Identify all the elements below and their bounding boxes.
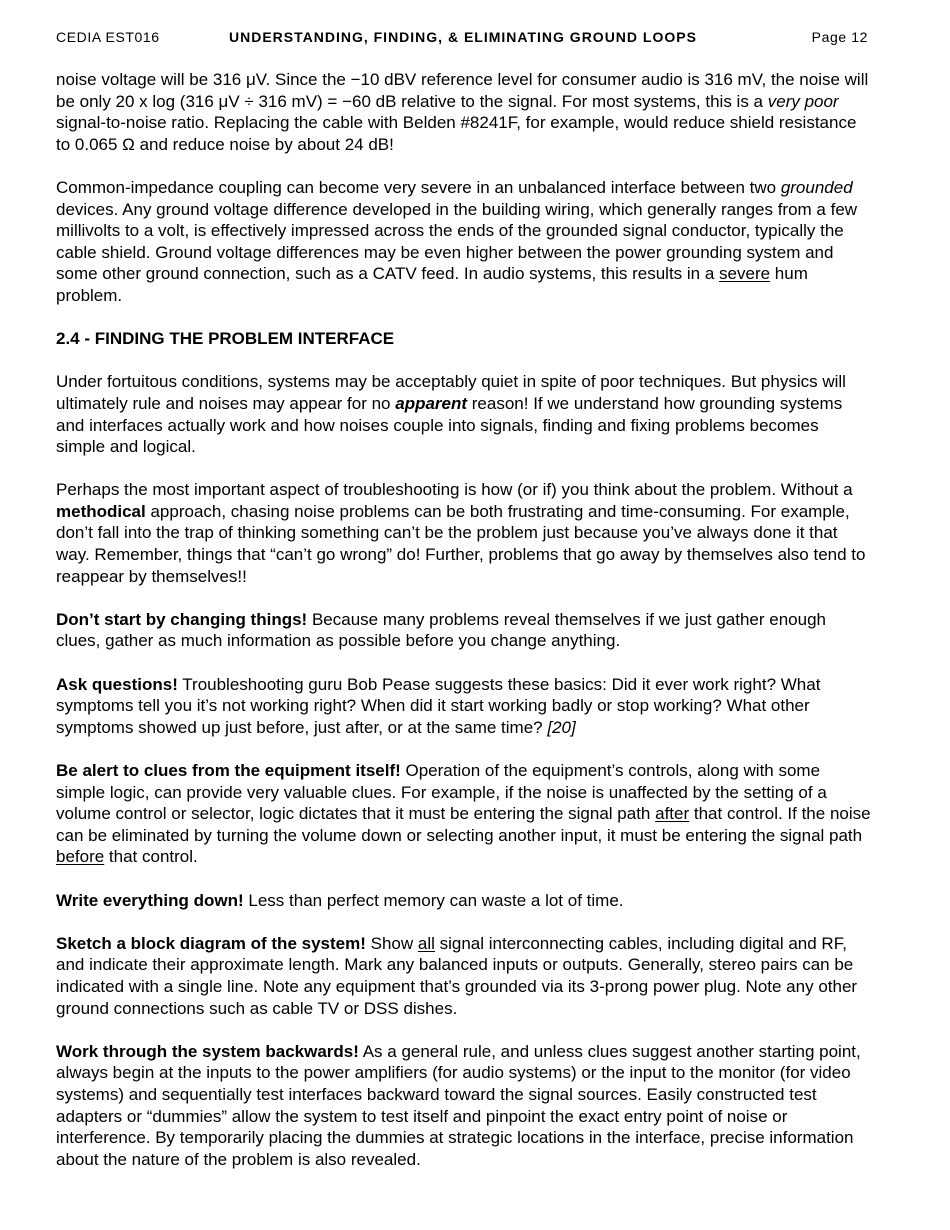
lead-in: Sketch a block diagram of the system!: [56, 933, 366, 953]
paragraph-work-backwards: Work through the system backwards! As a general rule, and unless clues suggest another starting point, always begin at the inputs to the power amplifiers (for audio systems) or the input to the monitor (for video systems) and sequentially test interfaces backward toward the signal sources. Easily constructed test adapters or “dummies” allow the system to test itself and pinpoint the exact entry point of noise or interference. By temporarily placing the dummies at strategic locations in the interface, precise information about the nature of the problem is also revealed.: [56, 1041, 861, 1169]
paragraph-fortuitous-conditions: Under fortuitous conditions, systems may be acceptably quiet in spite of poor techniques. But physics will ultimately rule and noises may appear for no apparent reason! If we understand how grounding systems and interfaces actually work and how noises couple into signals, finding and fixing problems becomes simple and logical.: [56, 372, 846, 457]
underlined-word: before: [56, 847, 105, 867]
paragraph-troubleshooting-approach: Perhaps the most important aspect of troubleshooting is how (or if) you think about the problem. Without a methodical approach, chasing noise problems can be both frustrating and time-consuming. For example, don’t fall into the trap of thinking something can’t be the problem just because you’ve always done it that way. Remember, things that “can’t go wrong” do! Further, problems that go away by themselves also tend to reappear by themselves!!: [56, 480, 866, 586]
citation: [20]: [547, 717, 576, 737]
lead-in: Work through the system backwards!: [56, 1041, 359, 1061]
page-header: [56, 29, 868, 49]
emphasis: very poor: [767, 91, 839, 111]
paragraph-dont-change-things: Don’t start by changing things! Because many problems reveal themselves if we just gather enough clues, gather as much information as possible before you change anything.: [56, 609, 826, 651]
underlined-word: severe: [719, 264, 771, 284]
underlined-word: all: [417, 933, 435, 953]
lead-in: Ask questions!: [56, 674, 178, 694]
document-id: CEDIA EST016: [56, 29, 160, 45]
emphasis: grounded: [780, 177, 853, 197]
lead-in: Don’t start by changing things!: [56, 609, 308, 629]
bold-term: methodical: [56, 501, 146, 521]
paragraph-block-diagram: Sketch a block diagram of the system! Show all signal interconnecting cables, including digital and RF, and indicate their approximate length. Mark any balanced inputs or outputs. Generally, stereo pairs can be indicated with a single line. Note any equipment that’s grounded via its 3-prong power plug. Note any other ground connections such as cable TV or DSS dishes.: [56, 933, 858, 1018]
page-number: Page 12: [811, 29, 868, 45]
section-heading: 2.4 - FINDING THE PROBLEM INTERFACE: [56, 329, 395, 349]
document-body: [56, 69, 871, 1192]
paragraph-common-impedance: Common-impedance coupling can become very severe in an unbalanced interface between two grounded devices. Any ground voltage difference developed in the building wiring, which generally ranges from a few millivolts to a volt, is effectively impressed across the ends of the grounded signal conductor, typically the cable shield. Ground voltage differences may be even higher between the power grounding system and some other ground connection, such as a CATV feed. In audio systems, this results in a severe hum problem.: [56, 177, 858, 305]
paragraph-write-down: Write everything down! Less than perfect memory can waste a lot of time.: [56, 890, 624, 910]
lead-in: Write everything down!: [56, 890, 244, 910]
paragraph-ask-questions: Ask questions! Troubleshooting guru Bob Pease suggests these basics: Did it ever work right? What symptoms tell you it’s not working right? When did it start working badly or stop working? What other symptoms showed up just before, just after, or at the same time? [20]: [56, 674, 821, 737]
running-title: UNDERSTANDING, FINDING, & ELIMINATING GROUND LOOPS: [229, 29, 697, 45]
paragraph-equipment-clues: Be alert to clues from the equipment itself! Operation of the equipment’s controls, along with some simple logic, can provide very valuable clues. For example, if the noise is unaffected by the setting of a volume control or selector, logic dictates that it must be entering the signal path after that control. If the noise can be eliminated by turning the volume down or selecting another input, it must be entering the signal path before that control.: [56, 761, 871, 867]
lead-in: Be alert to clues from the equipment itself!: [56, 761, 401, 780]
emphasis: apparent: [395, 393, 468, 413]
paragraph-noise-voltage: noise voltage will be 316 μV. Since the −10 dBV reference level for consumer audio is 316 mV, the noise will be only 20 x log (316 μV ÷ 316 mV) = −60 dB relative to the signal. For most systems, this is a very poor signal-to-noise ratio. Replacing the cable with Belden #8241F, for example, would reduce shield resistance to 0.065 Ω and reduce noise by about 24 dB!: [56, 70, 869, 154]
underlined-word: after: [655, 804, 690, 824]
